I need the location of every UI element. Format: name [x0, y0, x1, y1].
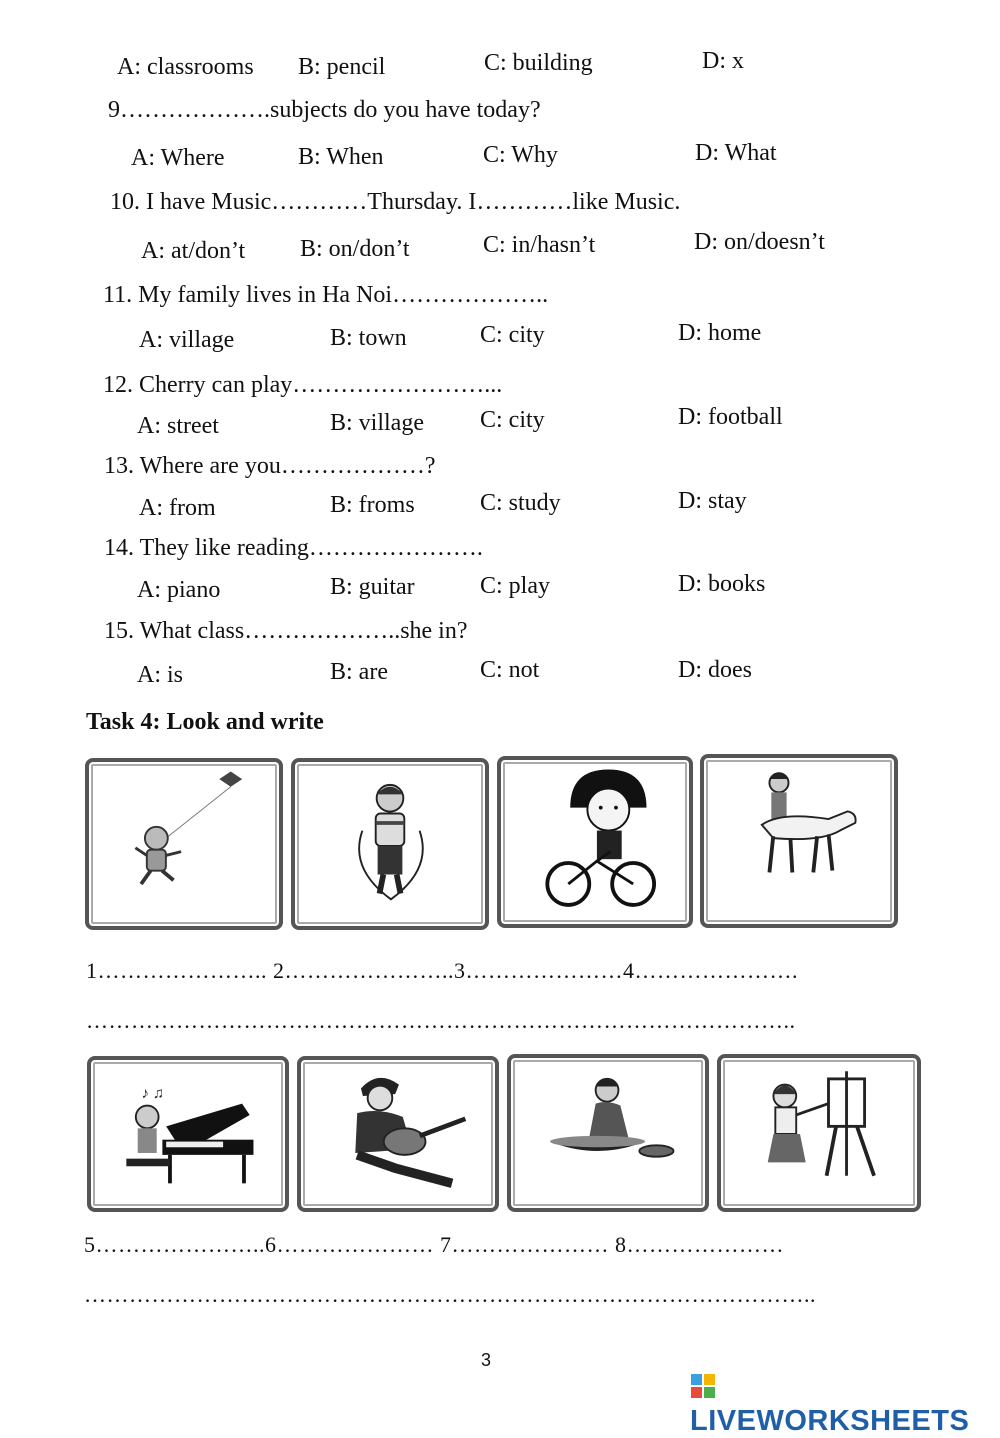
- q13-option-d: D: stay: [678, 488, 747, 514]
- q9-stem: 9……………….subjects do you have today?: [108, 97, 541, 123]
- picture-6: [297, 1056, 499, 1212]
- task4-row2-line: ……………………………………………………………………………………..: [84, 1282, 816, 1307]
- q11-option-a: A: village: [139, 327, 235, 353]
- picture-2: [291, 758, 489, 930]
- q8-option-d: D: x: [702, 48, 744, 74]
- q11-option-d: D: home: [678, 320, 762, 346]
- q9-option-b: B: When: [298, 144, 384, 170]
- q12-stem: 12. Cherry can play……………………...: [103, 372, 503, 398]
- q15-stem: 15. What class………………..she in?: [104, 618, 468, 644]
- picture-4: [700, 754, 898, 928]
- q13-option-c: C: study: [480, 490, 561, 516]
- q12-option-c: C: city: [480, 407, 545, 433]
- q10-option-c: C: in/hasn’t: [483, 232, 596, 258]
- q11-stem: 11. My family lives in Ha Noi………………..: [103, 282, 549, 308]
- task4-row1-blanks: 1………………….. 2…………………..3…………………4………………….: [86, 958, 798, 983]
- girl-painting-icon: [721, 1058, 917, 1208]
- q10-option-a: A: at/don’t: [141, 238, 246, 264]
- task4-row1-line: …………………………………………………………………………………..: [86, 1008, 796, 1033]
- q12-option-b: B: village: [330, 410, 424, 436]
- q14-option-a: A: piano: [137, 577, 221, 603]
- q15-option-c: C: not: [480, 657, 540, 683]
- svg-text:♪ ♫: ♪ ♫: [141, 1084, 165, 1102]
- kite-running-boy-icon: [89, 762, 279, 926]
- q13-stem: 13. Where are you………………?: [104, 453, 436, 479]
- q9-option-c: C: Why: [483, 142, 558, 168]
- q9-option-d: D: What: [695, 140, 777, 166]
- liveworksheets-logo: [690, 1372, 990, 1437]
- q8-option-a: A: classrooms: [117, 54, 254, 80]
- brand-text: LIVEWORKSHEETS: [690, 1405, 970, 1437]
- q10-option-d: D: on/doesn’t: [694, 229, 825, 255]
- q10-option-b: B: on/don’t: [300, 236, 410, 262]
- picture-3: [497, 756, 693, 928]
- page-number: 3: [481, 1350, 492, 1370]
- q10-stem: 10. I have Music…………Thursday. I…………like Music.: [110, 189, 681, 215]
- woman-cooking-icon: [511, 1058, 705, 1208]
- girl-riding-bike-icon: [501, 760, 689, 924]
- q15-option-b: B: are: [330, 659, 388, 685]
- picture-8: [717, 1054, 921, 1212]
- q14-option-c: C: play: [480, 573, 550, 599]
- task4-row2-blanks: 5…………………..6………………… 7………………… 8…………………: [84, 1232, 784, 1257]
- picture-1: [85, 758, 283, 930]
- q15-option-d: D: does: [678, 657, 752, 683]
- q9-option-a: A: Where: [131, 145, 225, 171]
- q14-stem: 14. They like reading………………….: [104, 535, 483, 561]
- q13-option-b: B: froms: [330, 492, 415, 518]
- liveworksheets-mark-icon: [690, 1372, 716, 1400]
- q14-option-b: B: guitar: [330, 574, 415, 600]
- skipping-rope-boy-icon: [295, 762, 485, 926]
- boy-playing-guitar-icon: [301, 1060, 495, 1208]
- picture-5: [87, 1056, 289, 1212]
- boy-riding-horse-icon: [704, 758, 894, 924]
- q8-option-c: C: building: [484, 50, 593, 76]
- task4-title: Task 4: Look and write: [86, 709, 324, 735]
- q15-option-a: A: is: [137, 662, 184, 688]
- q14-option-d: D: books: [678, 571, 766, 597]
- q12-option-a: A: street: [137, 413, 219, 439]
- boy-playing-piano-icon: [91, 1060, 285, 1208]
- q11-option-c: C: city: [480, 322, 545, 348]
- q8-option-b: B: pencil: [298, 54, 386, 80]
- q11-option-b: B: town: [330, 325, 407, 351]
- q13-option-a: A: from: [139, 495, 216, 521]
- picture-7: [507, 1054, 709, 1212]
- q12-option-d: D: football: [678, 404, 783, 430]
